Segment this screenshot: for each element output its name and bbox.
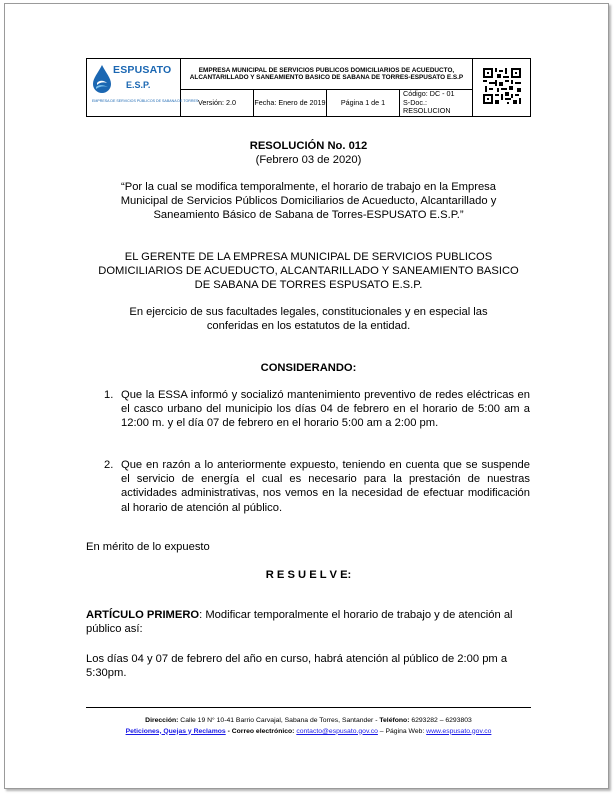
header-sdoc: S-Doc.: RESOLUCION [403,97,451,115]
header-pagina: Página 1 de 1 [327,90,400,117]
footer [86,716,531,737]
articulo-label: ARTÍCULO PRIMERO [86,609,200,621]
merito-text: En mérito de lo expuesto [86,541,210,553]
articulo-primero [86,608,531,636]
logo-esp: E.S.P. [126,80,151,90]
footer-dir-label: Dirección: [145,717,179,724]
gerente-paragraph: EL GERENTE DE LA EMPRESA MUNICIPAL DE SERVICIOS PUBLICOS DOMICILIARIOS DE ACUEDUCTO, ALCANTARILLADO Y SANEAMIENTO BASICO DE SABANA DE TORRES ESPUSATO E.S.P. [98,251,519,292]
footer-email-label: - Correo electrónico: [225,727,297,735]
web-link[interactable]: www.espusato.gov.co [426,727,492,735]
logo-subtitle: EMPRESA DE SERVICIOS PÚBLICOS DE SABANA DE TORRES [92,99,199,103]
item-number: 2. [104,459,114,471]
header-codigo-cell [400,90,473,117]
footer-divider [86,707,531,708]
resuelve-heading: R E S U E L V E: [265,569,352,581]
footer-address-line [86,716,531,727]
considerando-item: Que la ESSA informó y socializó mantenimiento preventivo de redes eléctricas en el casco urbano del municipio los días 04 de febrero en el horario de 5:00 am a 12:00 m. y el día 07 de febrero en el horario 5:00 am a 2:00 pm. [121,389,530,430]
qr-code-icon [483,68,521,104]
resolution-title: RESOLUCIÓN No. 012 [249,140,368,152]
footer-tel-label: Teléfono: [379,717,410,724]
header-version: Versión: 2.0 [181,90,254,117]
facultades-paragraph: En ejercicio de sus facultades legales, constitucionales y en especial las conferidas en los estatutos de la entidad. [129,306,488,333]
water-drop-icon [91,64,113,94]
header-codigo: Código: DC - 01 [403,89,455,98]
articulo-text: : Modificar temporalmente el horario de trabajo y de atención al público así: [86,609,513,636]
considerando-item: Que en razón a lo anteriormente expuesto, teniendo en cuenta que se suspende el servicio de energía el cual es necesario para la prestación de nuestras actividades administrativas, nos vemos en la necesidad de efectuar modificación al horario de atención al público. [121,459,530,514]
footer-tel-text: 6293282 – 6293803 [409,717,472,724]
email-link[interactable]: contacto@espusato.gov.co [296,727,378,735]
considerando-heading: CONSIDERANDO: [260,362,357,374]
logo-name: ESPUSATO [113,64,172,76]
espusato-logo [91,61,199,105]
document-header-table [86,58,531,117]
header-title: EMPRESA MUNICIPAL DE SERVICIOS PUBLICOS DOMICILIARIOS DE ACUEDUCTO, ALCANTARILLADO Y SANEAMIENTO BASICO DE SABANA DE TORRES-ESPUSATO E.S.P [181,59,473,90]
header-fecha: Fecha: Enero de 2019 [254,90,327,117]
item-number: 1. [104,389,114,401]
resolution-date: (Febrero 03 de 2020) [255,154,362,166]
footer-dir-text: Calle 19 N° 10-41 Barrio Carvajal, Sabana de Torres, Santander - [178,717,380,724]
resolution-subject: “Por la cual se modifica temporalmente, el horario de trabajo en la Empresa Municipal de Servicios Públicos Domiciliarios de Acueducto, Alcantarillado y Saneamiento Básico de Sabana de Torres-ESPUSATO E.S.P.” [120,181,497,222]
qr-cell [473,59,531,117]
pqr-link[interactable]: Peticiones, Quejas y Reclamos [125,727,226,735]
footer-contact-line [86,727,531,738]
dias-paragraph: Los días 04 y 07 de febrero del año en curso, habrá atención al público de 2:00 pm a 5:30pm. [86,653,508,680]
logo-cell [87,59,199,117]
footer-web-label: – Página Web: [377,727,427,735]
